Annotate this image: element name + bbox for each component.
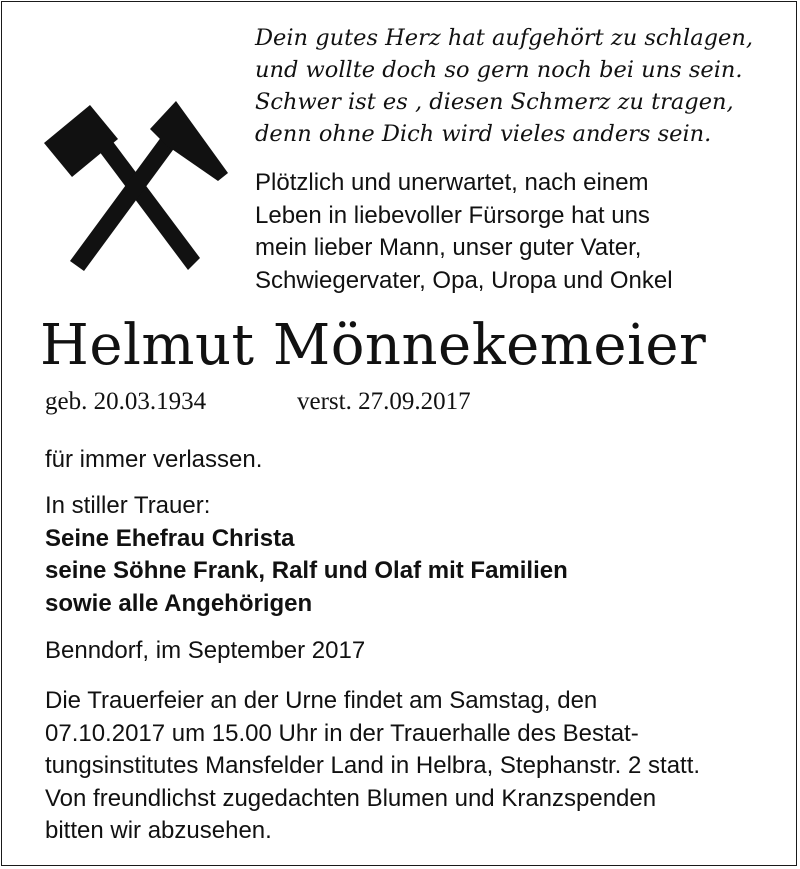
birth-date: geb. 20.03.1934: [45, 388, 207, 415]
intro-line: Leben in liebevoller Fürsorge hat uns: [255, 201, 650, 229]
poem-line: Schwer ist es , diesen Schmerz zu tragen,: [255, 89, 734, 115]
funeral-info-line: Von freundlichst zugedachten Blumen und Kranzspenden: [45, 784, 657, 812]
intro-line: Plötzlich und unerwartet, nach einem: [255, 169, 649, 196]
life-dates: [45, 386, 785, 418]
deceased-name: Helmut Mönnekemeier: [40, 313, 707, 378]
poem-line: Dein gutes Herz hat aufgehört zu schlagen,: [255, 25, 753, 51]
intro-line: mein lieber Mann, unser guter Vater,: [255, 234, 642, 261]
funeral-info-line: 07.10.2017 um 15.00 Uhr in der Trauerhalle des Bestat-: [45, 719, 639, 747]
mourners-heading: In stiller Trauer:: [45, 492, 211, 519]
poem: [255, 22, 785, 150]
crossed-hammers-icon: [38, 95, 238, 280]
intro-line: Schwiegervater, Opa, Uropa und Onkel: [255, 266, 673, 294]
mourner-name: seine Söhne Frank, Ralf und Olaf mit Familien: [45, 557, 568, 584]
funeral-info-line: Die Trauerfeier an der Urne findet am Samstag, den: [45, 687, 598, 714]
funeral-info-line: tungsinstitutes Mansfelder Land in Helbra, Stephanstr. 2 statt.: [45, 752, 701, 779]
mourner-name: sowie alle Angehörigen: [45, 589, 313, 617]
poem-line: denn ohne Dich wird vieles anders sein.: [255, 121, 712, 147]
funeral-info-line: bitten wir abzusehen.: [45, 817, 272, 844]
place-date: [45, 635, 790, 668]
mourners-block: [45, 490, 790, 620]
mourner-name: Seine Ehefrau Christa: [45, 524, 295, 552]
death-date: verst. 27.09.2017: [297, 388, 471, 415]
poem-line: und wollte doch so gern noch bei uns sein.: [255, 57, 743, 83]
place-date-line: Benndorf, im September 2017: [45, 637, 366, 664]
left-text: [45, 444, 790, 477]
left-text-line: für immer verlassen.: [45, 446, 263, 473]
funeral-info: [45, 685, 790, 848]
intro-text: [255, 167, 785, 297]
